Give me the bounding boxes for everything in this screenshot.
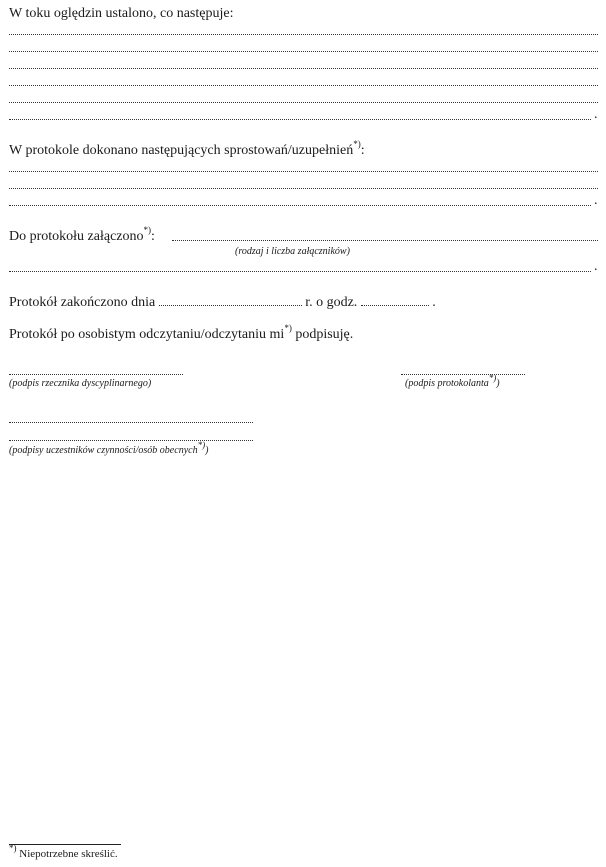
corrections-heading — [9, 139, 365, 159]
footnote-marker: *) — [197, 439, 206, 450]
participants-signature-line-1[interactable] — [9, 422, 253, 423]
closing-end-mark: . — [432, 295, 436, 310]
findings-heading: W toku oględzin ustalono, co następuje: — [9, 6, 234, 21]
footnote-marker: *) — [353, 139, 361, 150]
footnote-marker: *) — [488, 372, 497, 383]
recorder-caption-close: ) — [496, 378, 500, 389]
recorder-caption-text: (podpis protokolanta — [405, 378, 489, 389]
corrections-line-1[interactable] — [9, 171, 598, 172]
footnote-marker: *) — [143, 225, 152, 236]
attachments-caption: (rodzaj i liczba załączników) — [235, 246, 350, 257]
attachments-line-2[interactable] — [9, 271, 591, 272]
findings-line-3[interactable] — [9, 68, 598, 69]
footnote-rule — [9, 844, 121, 845]
corrections-heading-text: W protokole dokonano następujących sprostowań/uzupełnień — [9, 143, 354, 158]
footnote-text: Niepotrzebne skreślić. — [16, 848, 118, 860]
corrections-end-mark: . — [594, 193, 598, 208]
disciplinary-signature-line[interactable] — [9, 374, 183, 375]
recorder-signature-line[interactable] — [401, 374, 525, 375]
attachments-colon: : — [151, 229, 155, 244]
findings-line-6[interactable] — [9, 119, 591, 120]
findings-end-mark: . — [594, 107, 598, 122]
closing-time-field[interactable] — [361, 294, 429, 306]
reading-statement — [9, 323, 354, 343]
findings-line-4[interactable] — [9, 85, 598, 86]
closing-line — [9, 294, 436, 311]
participants-signature-caption — [9, 439, 209, 457]
footnote-marker: *) — [284, 323, 292, 334]
recorder-signature-caption — [405, 372, 500, 390]
reading-text: Protokół po osobistym odczytaniu/odczytaniu mi — [9, 327, 285, 342]
participants-caption-text: (podpisy uczestników czynności/osób obecnych — [9, 445, 198, 456]
findings-line-2[interactable] — [9, 51, 598, 52]
attachments-end-mark: . — [594, 259, 598, 274]
closing-date-field[interactable] — [159, 294, 302, 306]
footnote — [9, 843, 118, 861]
closing-prefix: Protokół zakończono dnia — [9, 295, 156, 310]
corrections-line-3[interactable] — [9, 205, 591, 206]
attachments-label-text: Do protokołu załączono — [9, 229, 144, 244]
participants-caption-close: ) — [205, 445, 209, 456]
findings-line-5[interactable] — [9, 102, 598, 103]
participants-signature-line-2[interactable] — [9, 440, 253, 441]
corrections-line-2[interactable] — [9, 188, 598, 189]
reading-suffix: podpisuję. — [291, 327, 354, 342]
corrections-colon: : — [360, 143, 365, 158]
attachments-label — [9, 225, 155, 245]
disciplinary-signature-caption: (podpis rzecznika dyscyplinarnego) — [9, 378, 152, 389]
footnote-marker: *) — [9, 843, 17, 854]
findings-line-1[interactable] — [9, 34, 598, 35]
attachments-field[interactable] — [172, 240, 598, 241]
closing-mid: r. o godz. — [305, 295, 358, 310]
